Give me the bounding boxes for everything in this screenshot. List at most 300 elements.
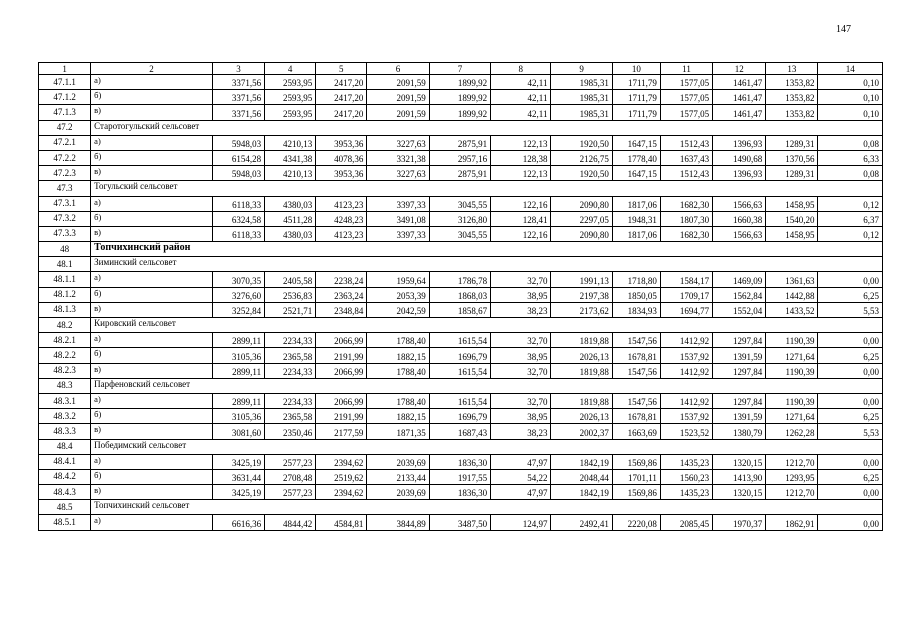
- value-cell: 1297,84: [713, 363, 766, 378]
- value-cell: 1433,52: [766, 302, 818, 317]
- value-cell: 1320,15: [713, 454, 766, 469]
- value-cell: 1490,68: [713, 150, 766, 165]
- row-label: б): [91, 90, 213, 105]
- value-cell: 3105,36: [212, 409, 264, 424]
- value-cell: 2875,91: [429, 135, 490, 150]
- value-cell: 1788,40: [367, 363, 429, 378]
- row-label: а): [91, 196, 213, 211]
- value-cell: 128,38: [491, 150, 551, 165]
- value-cell: 2492,41: [551, 515, 612, 530]
- value-cell: 2348,84: [316, 302, 367, 317]
- value-cell: 1461,47: [713, 75, 766, 90]
- value-cell: 0,12: [818, 196, 883, 211]
- value-cell: 1512,43: [660, 135, 712, 150]
- value-cell: 4248,23: [316, 211, 367, 226]
- row-code: 47.2.1: [39, 135, 91, 150]
- row-label: б): [91, 409, 213, 424]
- section-code: 47.3: [39, 181, 91, 196]
- value-cell: 1442,88: [766, 287, 818, 302]
- data-table: [38, 62, 883, 531]
- value-cell: 1380,79: [713, 424, 766, 439]
- value-cell: 2899,11: [212, 333, 264, 348]
- value-cell: 1899,92: [429, 90, 490, 105]
- value-cell: 2708,48: [265, 469, 316, 484]
- value-cell: 124,97: [491, 515, 551, 530]
- row-code: 48.2.3: [39, 363, 91, 378]
- value-cell: 1615,54: [429, 393, 490, 408]
- value-cell: 2417,20: [316, 90, 367, 105]
- value-cell: 6,25: [818, 469, 883, 484]
- section-code: 48.5: [39, 500, 91, 515]
- value-cell: 1396,93: [713, 135, 766, 150]
- value-cell: 4078,36: [316, 150, 367, 165]
- row-label: б): [91, 348, 213, 363]
- value-cell: 2593,95: [265, 105, 316, 120]
- value-cell: 3953,36: [316, 166, 367, 181]
- value-cell: 38,95: [491, 348, 551, 363]
- column-number: 3: [212, 63, 264, 75]
- row-code: 48.3.3: [39, 424, 91, 439]
- value-cell: 1819,88: [551, 363, 612, 378]
- value-cell: 1461,47: [713, 90, 766, 105]
- value-cell: 3844,89: [367, 515, 429, 530]
- value-cell: 2363,24: [316, 287, 367, 302]
- value-cell: 1709,17: [660, 287, 712, 302]
- value-cell: 1711,79: [612, 75, 660, 90]
- value-cell: 3070,35: [212, 272, 264, 287]
- row-code: 48.2.2: [39, 348, 91, 363]
- value-cell: 2577,23: [265, 454, 316, 469]
- value-cell: 2039,69: [367, 454, 429, 469]
- value-cell: 1663,69: [612, 424, 660, 439]
- table-body: [39, 63, 883, 531]
- value-cell: 6,25: [818, 409, 883, 424]
- value-cell: 4380,03: [265, 226, 316, 241]
- value-cell: 2048,44: [551, 469, 612, 484]
- value-cell: 2417,20: [316, 105, 367, 120]
- section-row: [39, 378, 883, 393]
- column-number: 6: [367, 63, 429, 75]
- column-number: 4: [265, 63, 316, 75]
- value-cell: 1917,55: [429, 469, 490, 484]
- value-cell: 0,00: [818, 363, 883, 378]
- value-cell: 0,12: [818, 226, 883, 241]
- value-cell: 1615,54: [429, 333, 490, 348]
- row-code: 47.1.3: [39, 105, 91, 120]
- district-title: Топчихинский район: [91, 242, 883, 257]
- value-cell: 0,10: [818, 75, 883, 90]
- row-label: б): [91, 211, 213, 226]
- value-cell: 1353,82: [766, 105, 818, 120]
- row-code: 48.1.1: [39, 272, 91, 287]
- value-cell: 3126,80: [429, 211, 490, 226]
- value-cell: 1584,17: [660, 272, 712, 287]
- value-cell: 1858,67: [429, 302, 490, 317]
- value-cell: 4341,38: [265, 150, 316, 165]
- value-cell: 5,53: [818, 424, 883, 439]
- value-cell: 2417,20: [316, 75, 367, 90]
- value-cell: 1391,59: [713, 348, 766, 363]
- value-cell: 2394,62: [316, 485, 367, 500]
- value-cell: 1615,54: [429, 363, 490, 378]
- value-cell: 1991,13: [551, 272, 612, 287]
- value-cell: 1868,03: [429, 287, 490, 302]
- value-cell: 2191,99: [316, 348, 367, 363]
- value-cell: 3371,56: [212, 90, 264, 105]
- value-cell: 1537,92: [660, 409, 712, 424]
- value-cell: 1297,84: [713, 333, 766, 348]
- section-title: Кировский сельсовет: [91, 318, 883, 333]
- value-cell: 1778,40: [612, 150, 660, 165]
- value-cell: 1190,39: [766, 393, 818, 408]
- value-cell: 1412,92: [660, 333, 712, 348]
- value-cell: 122,13: [491, 135, 551, 150]
- value-cell: 1718,80: [612, 272, 660, 287]
- value-cell: 2238,24: [316, 272, 367, 287]
- value-cell: 1577,05: [660, 75, 712, 90]
- value-cell: 0,00: [818, 333, 883, 348]
- value-cell: 1289,31: [766, 166, 818, 181]
- table-row: [39, 90, 883, 105]
- value-cell: 2297,05: [551, 211, 612, 226]
- value-cell: 1547,56: [612, 393, 660, 408]
- row-code: 47.2.2: [39, 150, 91, 165]
- district-code: 48: [39, 242, 91, 257]
- value-cell: 1647,15: [612, 166, 660, 181]
- value-cell: 1842,19: [551, 485, 612, 500]
- value-cell: 3276,60: [212, 287, 264, 302]
- value-cell: 1458,95: [766, 226, 818, 241]
- value-cell: 2177,59: [316, 424, 367, 439]
- table-row: [39, 485, 883, 500]
- value-cell: 1569,86: [612, 485, 660, 500]
- section-row: [39, 318, 883, 333]
- row-code: 47.1.2: [39, 90, 91, 105]
- value-cell: 1899,92: [429, 105, 490, 120]
- value-cell: 2066,99: [316, 363, 367, 378]
- value-cell: 42,11: [491, 90, 551, 105]
- value-cell: 38,95: [491, 409, 551, 424]
- value-cell: 1786,78: [429, 272, 490, 287]
- value-cell: 1678,81: [612, 348, 660, 363]
- section-title: Зиминский сельсовет: [91, 257, 883, 272]
- value-cell: 1920,50: [551, 166, 612, 181]
- value-cell: 1370,56: [766, 150, 818, 165]
- row-label: а): [91, 333, 213, 348]
- value-cell: 1458,95: [766, 196, 818, 211]
- value-cell: 3045,55: [429, 196, 490, 211]
- row-label: а): [91, 515, 213, 530]
- row-label: в): [91, 302, 213, 317]
- row-code: 48.1.3: [39, 302, 91, 317]
- section-row: [39, 439, 883, 454]
- value-cell: 1882,15: [367, 348, 429, 363]
- value-cell: 0,00: [818, 393, 883, 408]
- value-cell: 2899,11: [212, 363, 264, 378]
- value-cell: 2593,95: [265, 90, 316, 105]
- table-row: [39, 211, 883, 226]
- value-cell: 1552,04: [713, 302, 766, 317]
- value-cell: 2091,59: [367, 105, 429, 120]
- value-cell: 122,16: [491, 226, 551, 241]
- value-cell: 3371,56: [212, 75, 264, 90]
- value-cell: 4844,42: [265, 515, 316, 530]
- value-cell: 1788,40: [367, 333, 429, 348]
- value-cell: 1560,23: [660, 469, 712, 484]
- section-code: 48.4: [39, 439, 91, 454]
- row-label: а): [91, 393, 213, 408]
- table-row: [39, 166, 883, 181]
- section-row: [39, 120, 883, 135]
- value-cell: 1985,31: [551, 90, 612, 105]
- value-cell: 2173,62: [551, 302, 612, 317]
- row-code: 48.3.2: [39, 409, 91, 424]
- value-cell: 1396,93: [713, 166, 766, 181]
- section-title: Победимский сельсовет: [91, 439, 883, 454]
- section-code: 48.1: [39, 257, 91, 272]
- value-cell: 1293,95: [766, 469, 818, 484]
- value-cell: 2090,80: [551, 226, 612, 241]
- value-cell: 32,70: [491, 333, 551, 348]
- row-label: в): [91, 363, 213, 378]
- value-cell: 1701,11: [612, 469, 660, 484]
- table-row: [39, 135, 883, 150]
- value-cell: 3321,38: [367, 150, 429, 165]
- table-row: [39, 272, 883, 287]
- table-row: [39, 454, 883, 469]
- value-cell: 3397,33: [367, 226, 429, 241]
- value-cell: 2085,45: [660, 515, 712, 530]
- section-row: [39, 500, 883, 515]
- value-cell: 2220,08: [612, 515, 660, 530]
- value-cell: 1694,77: [660, 302, 712, 317]
- value-cell: 1678,81: [612, 409, 660, 424]
- value-cell: 1412,92: [660, 363, 712, 378]
- value-cell: 1647,15: [612, 135, 660, 150]
- value-cell: 2234,33: [265, 363, 316, 378]
- section-title: Тогульский сельсовет: [91, 181, 883, 196]
- column-number: 7: [429, 63, 490, 75]
- value-cell: 1850,05: [612, 287, 660, 302]
- value-cell: 1696,79: [429, 348, 490, 363]
- column-number: 10: [612, 63, 660, 75]
- row-code: 47.1.1: [39, 75, 91, 90]
- value-cell: 3425,19: [212, 454, 264, 469]
- column-number: 14: [818, 63, 883, 75]
- value-cell: 5948,03: [212, 135, 264, 150]
- value-cell: 1711,79: [612, 90, 660, 105]
- table-row: [39, 196, 883, 211]
- value-cell: 1788,40: [367, 393, 429, 408]
- value-cell: 2519,62: [316, 469, 367, 484]
- row-code: 48.2.1: [39, 333, 91, 348]
- value-cell: 2899,11: [212, 393, 264, 408]
- value-cell: 2053,39: [367, 287, 429, 302]
- value-cell: 6118,33: [212, 196, 264, 211]
- column-number: 11: [660, 63, 712, 75]
- value-cell: 1696,79: [429, 409, 490, 424]
- column-number: 1: [39, 63, 91, 75]
- value-cell: 54,22: [491, 469, 551, 484]
- value-cell: 1899,92: [429, 75, 490, 90]
- value-cell: 0,00: [818, 515, 883, 530]
- value-cell: 3397,33: [367, 196, 429, 211]
- value-cell: 1547,56: [612, 333, 660, 348]
- value-cell: 3425,19: [212, 485, 264, 500]
- value-cell: 4210,13: [265, 166, 316, 181]
- value-cell: 2350,46: [265, 424, 316, 439]
- value-cell: 32,70: [491, 272, 551, 287]
- value-cell: 1512,43: [660, 166, 712, 181]
- value-cell: 1817,06: [612, 226, 660, 241]
- value-cell: 2133,44: [367, 469, 429, 484]
- value-cell: 1271,64: [766, 348, 818, 363]
- value-cell: 1566,63: [713, 196, 766, 211]
- value-cell: 2039,69: [367, 485, 429, 500]
- value-cell: 1540,20: [766, 211, 818, 226]
- value-cell: 2405,58: [265, 272, 316, 287]
- table-row: [39, 105, 883, 120]
- value-cell: 0,08: [818, 166, 883, 181]
- value-cell: 0,00: [818, 485, 883, 500]
- value-cell: 2091,59: [367, 75, 429, 90]
- page-number: 147: [836, 24, 851, 35]
- value-cell: 1882,15: [367, 409, 429, 424]
- value-cell: 1262,28: [766, 424, 818, 439]
- value-cell: 0,00: [818, 272, 883, 287]
- value-cell: 2365,58: [265, 348, 316, 363]
- section-row: [39, 181, 883, 196]
- value-cell: 2090,80: [551, 196, 612, 211]
- value-cell: 1190,39: [766, 363, 818, 378]
- column-number: 5: [316, 63, 367, 75]
- value-cell: 1920,50: [551, 135, 612, 150]
- row-code: 47.3.3: [39, 226, 91, 241]
- table-row: [39, 150, 883, 165]
- value-cell: 1562,84: [713, 287, 766, 302]
- value-cell: 47,97: [491, 454, 551, 469]
- value-cell: 1461,47: [713, 105, 766, 120]
- value-cell: 1687,43: [429, 424, 490, 439]
- section-code: 48.2: [39, 318, 91, 333]
- value-cell: 1271,64: [766, 409, 818, 424]
- value-cell: 1413,90: [713, 469, 766, 484]
- value-cell: 2593,95: [265, 75, 316, 90]
- value-cell: 1523,52: [660, 424, 712, 439]
- value-cell: 1862,91: [766, 515, 818, 530]
- value-cell: 1836,30: [429, 485, 490, 500]
- row-code: 48.3.1: [39, 393, 91, 408]
- table-row: [39, 348, 883, 363]
- value-cell: 1353,82: [766, 75, 818, 90]
- value-cell: 1469,09: [713, 272, 766, 287]
- value-cell: 1959,64: [367, 272, 429, 287]
- value-cell: 2026,13: [551, 348, 612, 363]
- value-cell: 1834,93: [612, 302, 660, 317]
- column-number: 2: [91, 63, 213, 75]
- value-cell: 1819,88: [551, 393, 612, 408]
- value-cell: 5,53: [818, 302, 883, 317]
- value-cell: 1577,05: [660, 105, 712, 120]
- value-cell: 2066,99: [316, 333, 367, 348]
- table-row: [39, 302, 883, 317]
- value-cell: 1566,63: [713, 226, 766, 241]
- value-cell: 2536,83: [265, 287, 316, 302]
- value-cell: 4123,23: [316, 196, 367, 211]
- value-cell: 3227,63: [367, 166, 429, 181]
- table-row: [39, 226, 883, 241]
- value-cell: 1190,39: [766, 333, 818, 348]
- value-cell: 128,41: [491, 211, 551, 226]
- column-number: 8: [491, 63, 551, 75]
- value-cell: 4380,03: [265, 196, 316, 211]
- value-cell: 2026,13: [551, 409, 612, 424]
- value-cell: 1970,37: [713, 515, 766, 530]
- value-cell: 1836,30: [429, 454, 490, 469]
- table-row: [39, 393, 883, 408]
- section-title: Старотогульский сельсовет: [91, 120, 883, 135]
- row-label: б): [91, 469, 213, 484]
- value-cell: 1289,31: [766, 135, 818, 150]
- value-cell: 3252,84: [212, 302, 264, 317]
- value-cell: 1948,31: [612, 211, 660, 226]
- value-cell: 2191,99: [316, 409, 367, 424]
- value-cell: 2002,37: [551, 424, 612, 439]
- value-cell: 2091,59: [367, 90, 429, 105]
- value-cell: 6118,33: [212, 226, 264, 241]
- value-cell: 1361,63: [766, 272, 818, 287]
- value-cell: 0,10: [818, 105, 883, 120]
- value-cell: 1353,82: [766, 90, 818, 105]
- row-code: 48.1.2: [39, 287, 91, 302]
- row-code: 48.5.1: [39, 515, 91, 530]
- value-cell: 3371,56: [212, 105, 264, 120]
- row-code: 48.4.3: [39, 485, 91, 500]
- row-label: б): [91, 287, 213, 302]
- value-cell: 1391,59: [713, 409, 766, 424]
- value-cell: 0,10: [818, 90, 883, 105]
- value-cell: 122,13: [491, 166, 551, 181]
- row-code: 47.2.3: [39, 166, 91, 181]
- value-cell: 1985,31: [551, 105, 612, 120]
- row-label: а): [91, 454, 213, 469]
- value-cell: 1842,19: [551, 454, 612, 469]
- value-cell: 4123,23: [316, 226, 367, 241]
- value-cell: 4584,81: [316, 515, 367, 530]
- value-cell: 2394,62: [316, 454, 367, 469]
- value-cell: 3105,36: [212, 348, 264, 363]
- value-cell: 1682,30: [660, 226, 712, 241]
- column-number: 13: [766, 63, 818, 75]
- table-row: [39, 424, 883, 439]
- value-cell: 2957,16: [429, 150, 490, 165]
- value-cell: 2234,33: [265, 333, 316, 348]
- value-cell: 2042,59: [367, 302, 429, 317]
- value-cell: 0,08: [818, 135, 883, 150]
- value-cell: 38,95: [491, 287, 551, 302]
- row-code: 48.4.1: [39, 454, 91, 469]
- value-cell: 2197,38: [551, 287, 612, 302]
- row-label: в): [91, 485, 213, 500]
- row-label: а): [91, 75, 213, 90]
- value-cell: 6324,58: [212, 211, 264, 226]
- row-label: б): [91, 150, 213, 165]
- value-cell: 4210,13: [265, 135, 316, 150]
- district-row: [39, 242, 883, 257]
- value-cell: 1212,70: [766, 454, 818, 469]
- value-cell: 2875,91: [429, 166, 490, 181]
- row-label: в): [91, 226, 213, 241]
